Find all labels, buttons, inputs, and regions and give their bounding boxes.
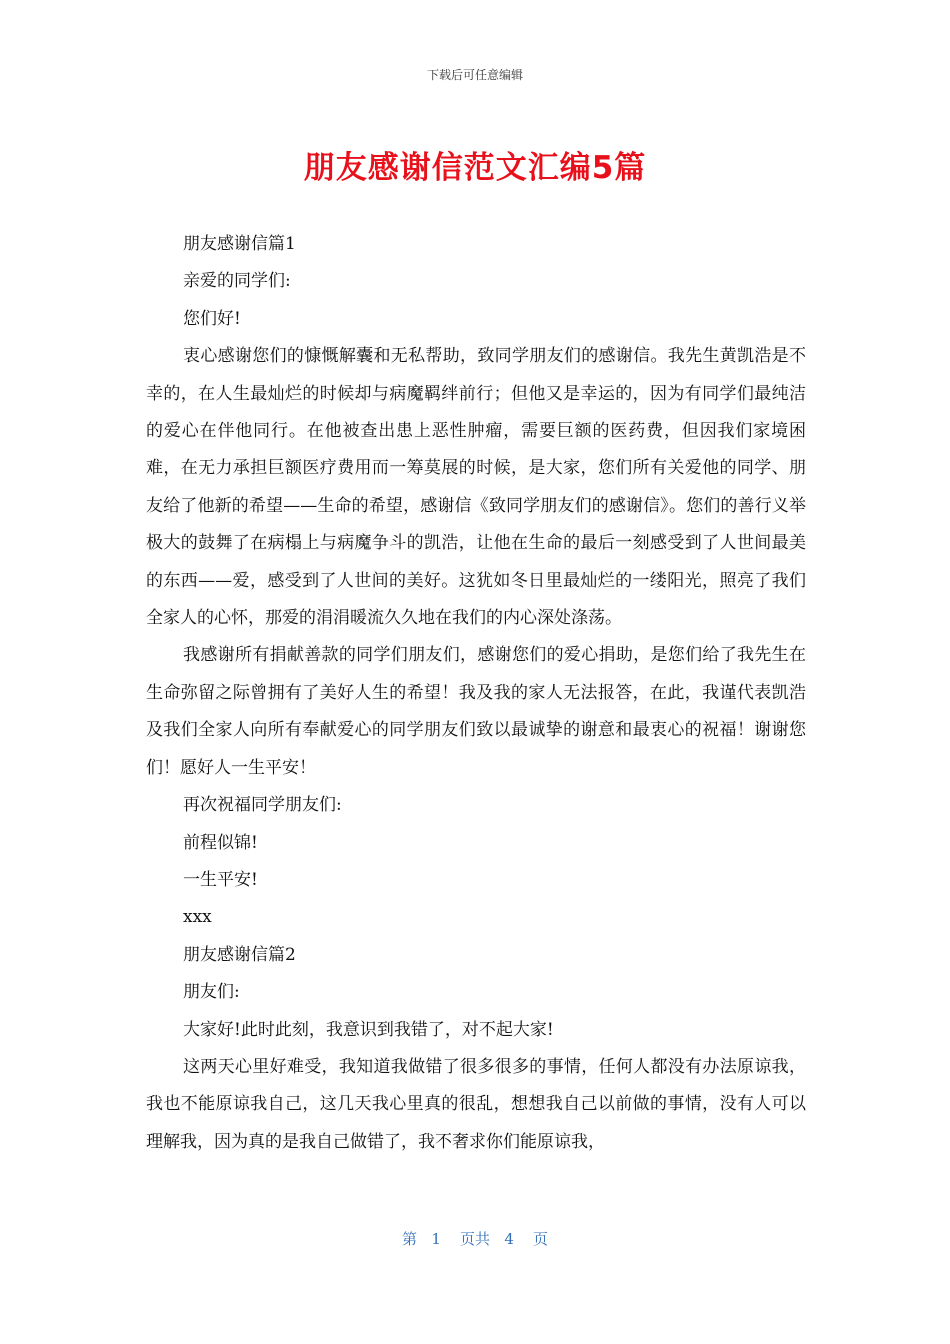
document-body — [146, 226, 806, 1161]
closing-line: 前程似锦! — [183, 832, 258, 853]
header-note: 下载后可任意编辑 — [426, 68, 523, 82]
body-paragraph: 衷心感谢您们的慷慨解囊和无私帮助，致同学朋友们的感谢信。我先生黄凯浩是不幸的，在人生最灿烂的时候却与病魔羁绊前行；但他又是幸运的，因为有同学们最纯洁的爱心在伴他同行。在他被查出患上恶性肿瘤，需要巨额的医药费，但因我们家境困难，在无力承担巨额医疗费用而一筹莫展的时候，是大家，您们所有关爱他的同学、朋友给了他新的希望——生命的希望，感谢信《致同学朋友们的感谢信》。您们的善行义举极大的鼓舞了在病榻上与病魔争斗的凯浩，让他在生命的最后一刻感受到了人世间最美的东西——爱，感受到了人世间的美好。这犹如冬日里最灿烂的一缕阳光，照亮了我们全家人的心怀，那爱的涓涓暖流久久地在我们的内心深处涤荡。 — [146, 346, 806, 629]
greeting: 大家好!此时此刻，我意识到我错了，对不起大家! — [183, 1019, 554, 1040]
salutation: 朋友们: — [183, 982, 240, 1003]
page-current: 1 — [431, 1230, 441, 1248]
section-heading-1: 朋友感谢信篇1 — [183, 234, 296, 254]
page-footer — [0, 1228, 950, 1249]
section-heading-2: 朋友感谢信篇2 — [183, 944, 296, 965]
page-label: 第 — [402, 1230, 418, 1248]
signature: xxx — [183, 907, 212, 928]
page-total: 4 — [504, 1230, 514, 1248]
greeting: 您们好! — [183, 308, 241, 329]
closing-line: 再次祝福同学朋友们: — [183, 795, 342, 816]
closing-line: 一生平安! — [183, 869, 258, 890]
body-paragraph: 我感谢所有捐献善款的同学们朋友们，感谢您们的爱心捐助，是您们给了我先生在生命弥留之际曾拥有了美好人生的希望！我及我的家人无法报答，在此，我谨代表凯浩及我们全家人向所有奉献爱心的同学朋友们致以最诚挚的谢意和最衷心的祝福！谢谢您们！愿好人一生平安！ — [146, 645, 806, 778]
document-title: 朋友感谢信范文汇编5篇 — [303, 150, 647, 186]
page-mid: 页共 — [459, 1230, 490, 1248]
salutation: 亲爱的同学们: — [183, 271, 291, 292]
page-end: 页 — [532, 1230, 548, 1248]
body-paragraph: 这两天心里好难受，我知道我做错了很多很多的事情，任何人都没有办法原谅我，我也不能原谅我自己，这几天我心里真的很乱，想想我自己以前做的事情，没有人可以理解我，因为真的是我自己做错了，我不奢求你们能原谅我， — [146, 1056, 806, 1152]
